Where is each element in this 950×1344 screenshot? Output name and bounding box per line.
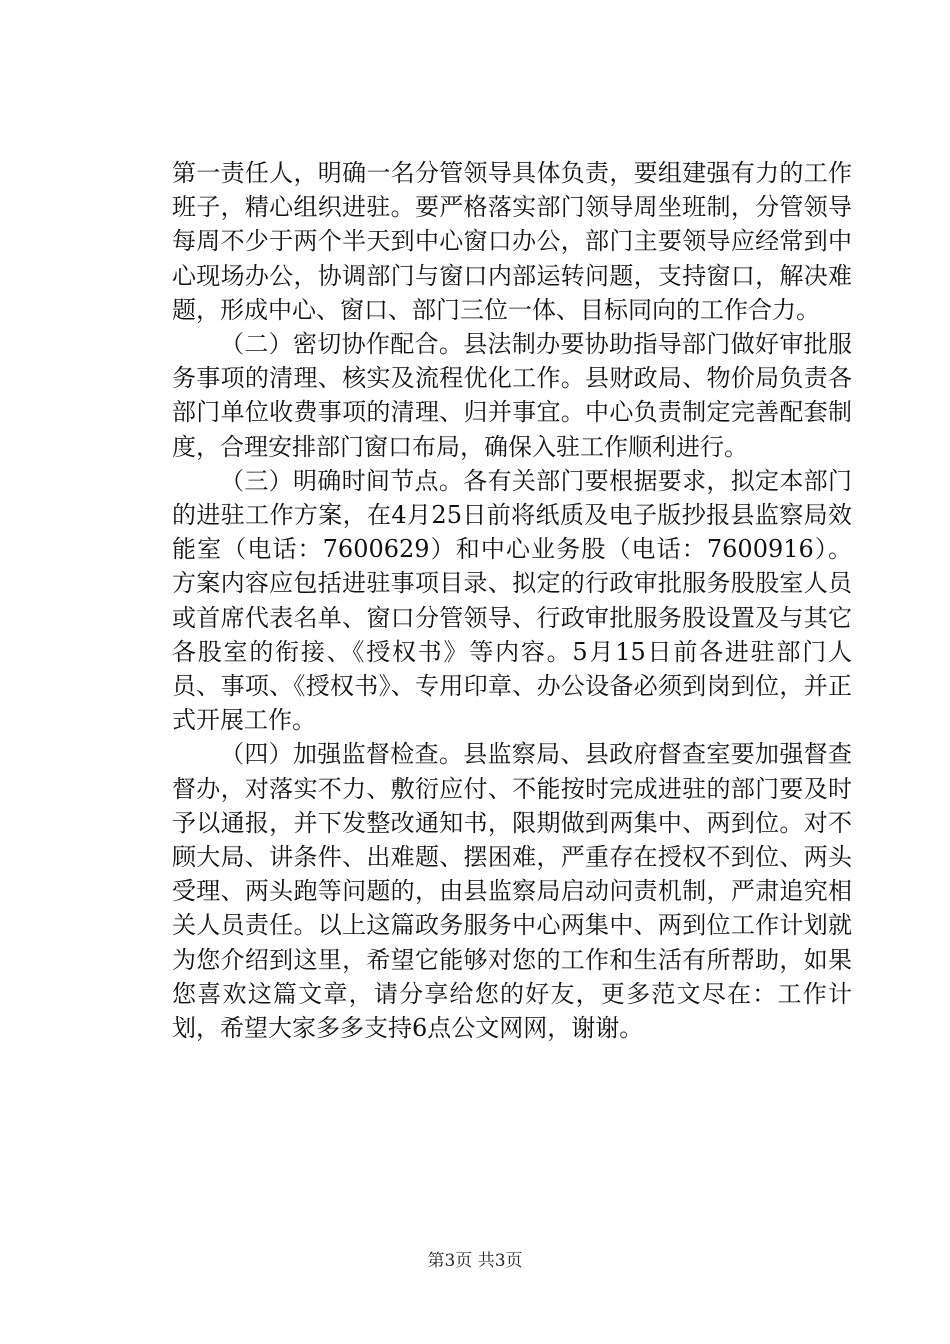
document-body xyxy=(172,156,852,1045)
page-footer: 第3页 共3页 xyxy=(427,1251,523,1271)
paragraph-timeline: （三）明确时间节点。各有关部门要根据要求，拟定本部门的进驻工作方案，在4月25日前将纸质及电子版抄报县监察局效能室（电话：7600629）和中心业务股（电话：7600916）。方案内容应包括进驻事项目录、拟定的行政审批服务股股室人员或首席代表名单、窗口分管领导、行政审批服务股设置及与其它各股室的衔接、《授权书》等内容。5月15日前各进驻部门人员、事项、《授权书》、专用印章、办公设备必须到岗到位，并正式开展工作。 xyxy=(172,466,852,735)
paragraph-supervision: （四）加强监督检查。县监察局、县政府督查室要加强督查督办，对落实不力、敷衍应付、不能按时完成进驻的部门要及时予以通报，并下发整改通知书，限期做到两集中、两到位。对不顾大局、讲条件、出难题、摆困难，严重存在授权不到位、两头受理、两头跑等问题的，由县监察局启动问责机制，严肃追究相关人员责任。以上这篇政务服务中心两集中、两到位工作计划就为您介绍到这里，希望它能够对您的工作和生活有所帮助，如果您喜欢这篇文章，请分享给您的好友，更多范文尽在：工作计划，希望大家多多支持6点公文网网，谢谢。 xyxy=(172,740,852,1043)
paragraph-coordination: （二）密切协作配合。县法制办要协助指导部门做好审批服务事项的清理、核实及流程优化工作。县财政局、物价局负责各部门单位收费事项的清理、归并事宜。中心负责制定完善配套制度，合理安排部门窗口布局，确保入驻工作顺利进行。 xyxy=(172,330,852,461)
paragraph-continuation: 第一责任人，明确一名分管领导具体负责，要组建强有力的工作班子，精心组织进驻。要严格落实部门领导周坐班制，分管领导每周不少于两个半天到中心窗口办公，部门主要领导应经常到中心现场办公，协调部门与窗口内部运转问题，支持窗口，解决难题，形成中心、窗口、部门三位一体、目标同向的工作合力。 xyxy=(172,159,852,324)
